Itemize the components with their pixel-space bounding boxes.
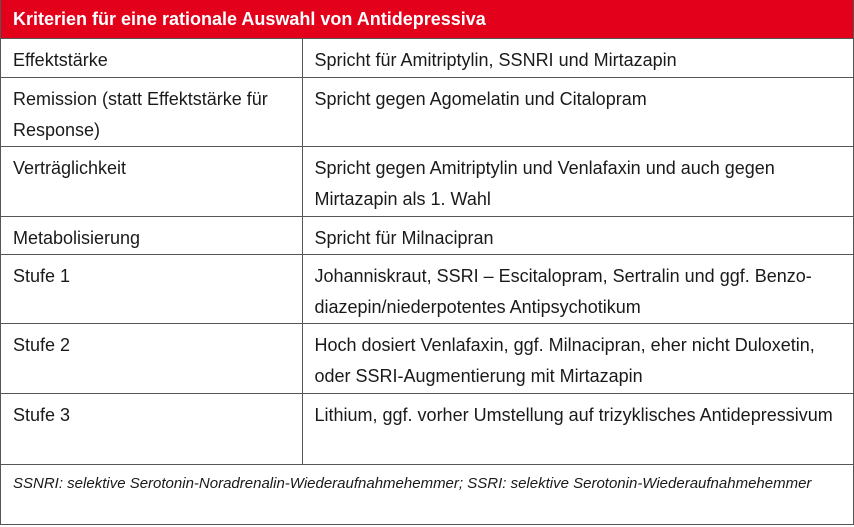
table-row <box>1 39 853 78</box>
table-row <box>1 255 853 324</box>
table-row <box>1 394 853 464</box>
criterion-cell: Verträglichkeit <box>1 147 302 217</box>
table-footnote: SSNRI: selektive Serotonin-Noradrenalin-Wiederaufnahmehemmer; SSRI: selektive Serotonin-Wiederaufnahmehemmer <box>1 464 853 527</box>
table-row <box>1 217 853 255</box>
assessment-cell: Spricht gegen Agomelatin und Citalopram <box>302 78 853 147</box>
table-row <box>1 324 853 394</box>
criterion-cell: Effektstärke <box>1 39 302 78</box>
assessment-cell: Spricht für Milnacipran <box>302 217 853 255</box>
criterion-cell: Stufe 3 <box>1 394 302 464</box>
assessment-cell: Johanniskraut, SSRI – Escitalopram, Sertralin und ggf. Benzodiazepin/niederpotentes Antipsychotikum <box>302 255 853 324</box>
criterion-cell: Stufe 1 <box>1 255 302 324</box>
assessment-cell: Lithium, ggf. vorher Umstellung auf trizyklisches Antidepressivum <box>302 394 853 464</box>
assessment-cell: Spricht gegen Amitriptylin und Venlafaxin und auch gegen Mirtazapin als 1. Wahl <box>302 147 853 217</box>
criterion-cell: Remission (statt Effektstärke für Response) <box>1 78 302 147</box>
assessment-cell: Hoch dosiert Venlafaxin, ggf. Milnacipran, eher nicht Duloxetin, oder SSRI-Augmentierung mit Mirtazapin <box>302 324 853 394</box>
assessment-cell: Spricht für Amitriptylin, SSNRI und Mirtazapin <box>302 39 853 78</box>
criterion-cell: Metabolisierung <box>1 217 302 255</box>
table-title: Kriterien für eine rationale Auswahl von Antidepressiva <box>1 0 853 38</box>
criterion-cell: Stufe 2 <box>1 324 302 394</box>
table-row <box>1 147 853 217</box>
criteria-table <box>1 38 853 464</box>
table-row <box>1 78 853 147</box>
